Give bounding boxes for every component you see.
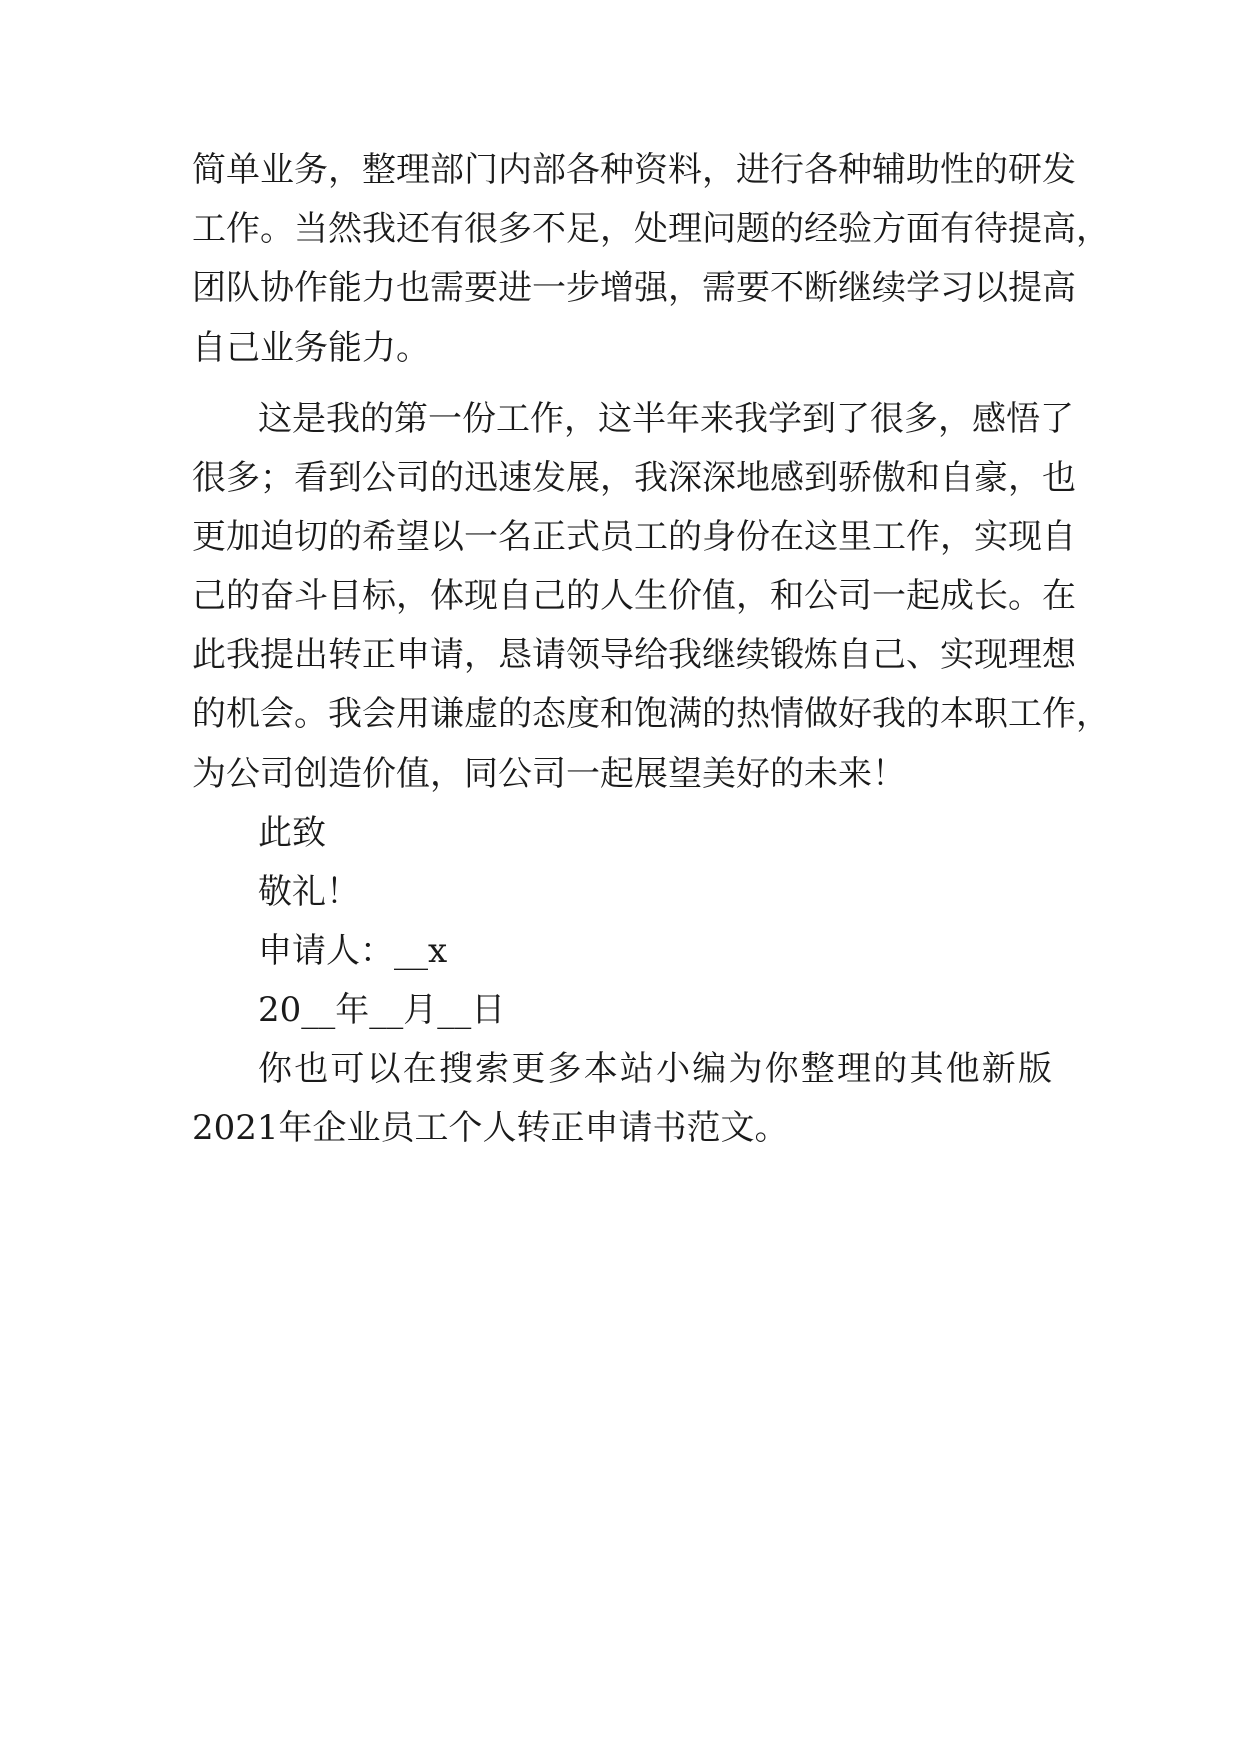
paragraph-1-line-3: 团队协作能力也需要进一步增强，需要不断继续学习以提高 bbox=[192, 268, 1076, 308]
applicant-line: 申请人：__x bbox=[258, 931, 448, 971]
date-line: 20__年__月__日 bbox=[258, 990, 506, 1030]
paragraph-2-line-4: 己的奋斗目标，体现自己的人生价值，和公司一起成长。在 bbox=[192, 576, 1076, 616]
paragraph-2-line-3: 更加迫切的希望以一名正式员工的身份在这里工作，实现自 bbox=[192, 517, 1076, 557]
footer-line-2: 2021年企业员工个人转正申请书范文。 bbox=[192, 1108, 789, 1148]
paragraph-2-line-6: 的机会。我会用谦虚的态度和饱满的热情做好我的本职工作， bbox=[192, 694, 1110, 734]
paragraph-2-line-1: 这是我的第一份工作，这半年来我学到了很多，感悟了 bbox=[258, 399, 1074, 439]
paragraph-1-line-4: 自己业务能力。 bbox=[192, 328, 430, 368]
paragraph-2-line-2: 很多；看到公司的迅速发展，我深深地感到骄傲和自豪，也 bbox=[192, 458, 1076, 498]
paragraph-2-line-5: 此我提出转正申请，恳请领导给我继续锻炼自己、实现理想 bbox=[192, 635, 1076, 675]
closing-salutation: 此致 bbox=[258, 813, 326, 853]
paragraph-2-line-7: 为公司创造价值，同公司一起展望美好的未来！ bbox=[192, 754, 906, 794]
paragraph-1-line-2: 工作。当然我还有很多不足，处理问题的经验方面有待提高， bbox=[192, 209, 1110, 249]
paragraph-1-line-1: 简单业务，整理部门内部各种资料，进行各种辅助性的研发 bbox=[192, 150, 1076, 190]
closing-respect: 敬礼！ bbox=[258, 872, 360, 912]
footer-line-1: 你也可以在搜索更多本站小编为你整理的其他新版 bbox=[258, 1049, 1052, 1089]
